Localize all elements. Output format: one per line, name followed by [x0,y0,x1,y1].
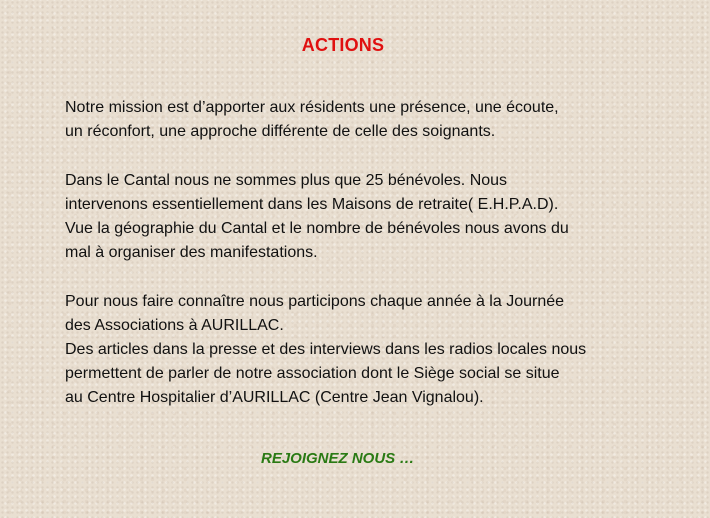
page-title: ACTIONS [301,35,385,55]
text-line: Pour nous faire connaître nous participons chaque année à la Journée [65,292,565,310]
body-text [65,96,675,411]
mission-paragraph [65,96,675,144]
text-line: mal à organiser des manifestations. [65,244,318,262]
text-line: un réconfort, une approche différente de celle des soignants. [65,123,496,141]
text-line: intervenons essentiellement dans les Maisons de retraite( E.H.P.A.D). [65,195,559,213]
text-line: Notre mission est d’apporter aux résidents une présence, une écoute, [65,99,559,116]
text-line: au Centre Hospitalier d’AURILLAC (Centre Jean Vignalou). [65,389,484,407]
text-line: permettent de parler de notre association dont le Siège social se situe [65,365,560,383]
text-line: Vue la géographie du Cantal et le nombre de bénévoles nous avons du [65,220,569,237]
outreach-paragraph [65,290,675,411]
text-line: Dans le Cantal nous ne sommes plus que 25 bénévoles. Nous [65,171,508,189]
join-us-callout: REJOIGNEZ NOUS … [261,450,415,467]
text-line: des Associations à AURILLAC. [65,316,284,334]
volunteers-paragraph [65,169,675,266]
text-line: Des articles dans la presse et des interviews dans les radios locales nous [65,341,587,358]
